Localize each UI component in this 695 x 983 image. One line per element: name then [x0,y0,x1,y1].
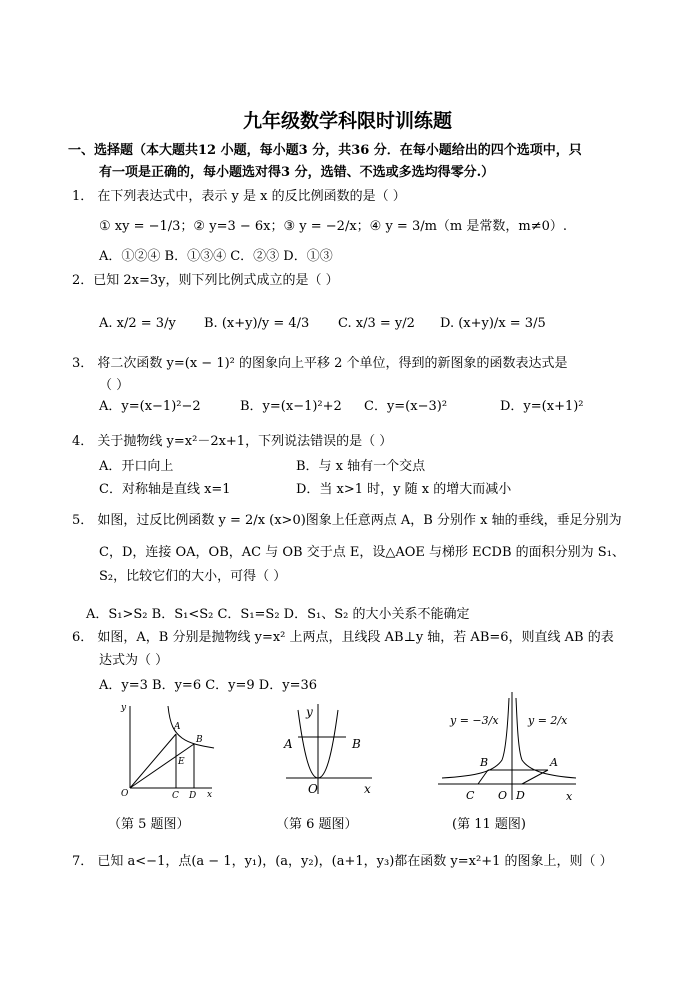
fig6-label-a: A [284,737,293,751]
fig11-curve-neg [442,698,509,778]
fig5-label-a: A [174,722,181,732]
fig11-label-o: O [498,789,508,802]
fig6-label-x: x [364,782,371,796]
fig11-label-c: C [466,789,475,802]
q5-stem: 5． 如图，过反比例函数 y = 2/x (x>0)图象上任意两点 A，B 分别作 x 轴的垂线，垂足分别为 [72,513,622,528]
page-title: 九年级数学科限时训练题 [242,110,452,132]
q5-line3: S₂，比较它们的大小，可得（ ） [99,569,287,584]
q3-option-c: C．y=(x−3)² [364,399,448,414]
q3-option-b: B．y=(x−1)²+2 [240,399,342,414]
figure-5 [112,700,222,800]
q4-option-c: C．对称轴是直线 x=1 [99,482,231,497]
figure-6 [276,700,376,800]
q4-stem: 4． 关于抛物线 y=x²－2x+1，下列说法错误的是（ ） [72,434,393,449]
fig6-caption: （第 6 题图） [276,817,358,832]
q1-expressions: ① xy = −1/3；② y=3 − 6x；③ y = −2/x；④ y = 3/m（m 是常数，m≠0）. [99,219,568,234]
q5-options: A．S₁>S₂ B．S₁<S₂ C．S₁=S₂ D．S₁、S₂ 的大小关系不能确定 [86,607,470,622]
fig5-label-c: C [172,791,179,800]
fig6-label-y: y [306,705,313,719]
figure-11 [436,690,586,810]
q2-option-d: D. (x+y)/x = 3/5 [440,316,546,331]
q3-option-d: D．y=(x+1)² [500,399,584,414]
q1-stem: 1． 在下列表达式中，表示 y 是 x 的反比例函数的是（ ） [72,189,406,204]
q2-stem: 2．已知 2x=3y，则下列比例式成立的是（ ） [72,273,339,288]
fig11-label-x: x [566,790,573,803]
q1-options: A．①②④ B．①③④ C．②③ D．①③ [99,249,333,264]
fig5-label-e: E [178,757,185,767]
q4-option-d: D．当 x>1 时，y 随 x 的增大而减小 [296,482,512,497]
fig5-label-o: O [121,789,129,799]
q7-stem: 7． 已知 a<−1，点(a − 1，y₁)，(a，y₂)，(a+1，y₃)都在函数 y=x²+1 的图象上，则（ ） [72,854,613,869]
fig11-curve-pos [516,698,576,778]
q4-option-b: B．与 x 轴有一个交点 [296,459,426,474]
fig11-label-d: D [516,789,525,802]
fig11-label-pos-func: y = 2/x [528,714,568,727]
q3-blank: （ ） [99,378,130,393]
fig5-label-x: x [207,790,213,800]
fig5-label-b: B [196,735,203,745]
fig5-caption: （第 5 题图） [108,817,190,832]
q2-option-c: C. x/3 = y/2 [338,316,415,331]
q2-option-b: B. (x+y)/y = 4/3 [204,316,310,331]
fig11-line-ad [522,770,548,784]
q6-line2: 达式为（ ） [99,653,169,668]
q6-stem: 6． 如图，A，B 分别是抛物线 y=x² 上两点，且线段 AB⊥y 轴，若 AB=6，则直线 AB 的表 [72,630,614,645]
q3-option-a: A．y=(x−1)²−2 [99,399,201,414]
fig6-label-b: B [352,737,361,751]
q4-option-a: A．开口向上 [99,459,174,474]
fig11-label-neg-func: y = −3/x [450,714,499,727]
fig11-caption: (第 11 题图) [452,817,526,832]
fig11-label-a: A [550,756,558,769]
fig5-label-d: D [189,791,197,800]
q6-options: A．y=3 B．y=6 C．y=9 D．y=36 [99,678,318,693]
q5-line2: C，D，连接 OA，OB，AC 与 OB 交于点 E，设△AOE 与梯形 ECDB 的面积分别为 S₁、 [99,545,625,560]
section-heading-line2: 有一项是正确的，每小题选对得3 分，选错、不选或多选均得零分.） [99,165,495,180]
q2-option-a: A. x/2 = 3/y [99,316,176,331]
section-heading-line1: 一、选择题（本大题共12 小题，每小题3 分，共36 分．在每小题给出的四个选项中，只 [68,143,582,158]
q3-stem: 3． 将二次函数 y=(x − 1)² 的图象向上平移 2 个单位，得到的新图象的函数表达式是 [72,356,568,371]
fig6-label-o: O [308,782,318,796]
fig5-label-y: y [121,703,127,713]
fig11-label-b: B [480,756,489,769]
